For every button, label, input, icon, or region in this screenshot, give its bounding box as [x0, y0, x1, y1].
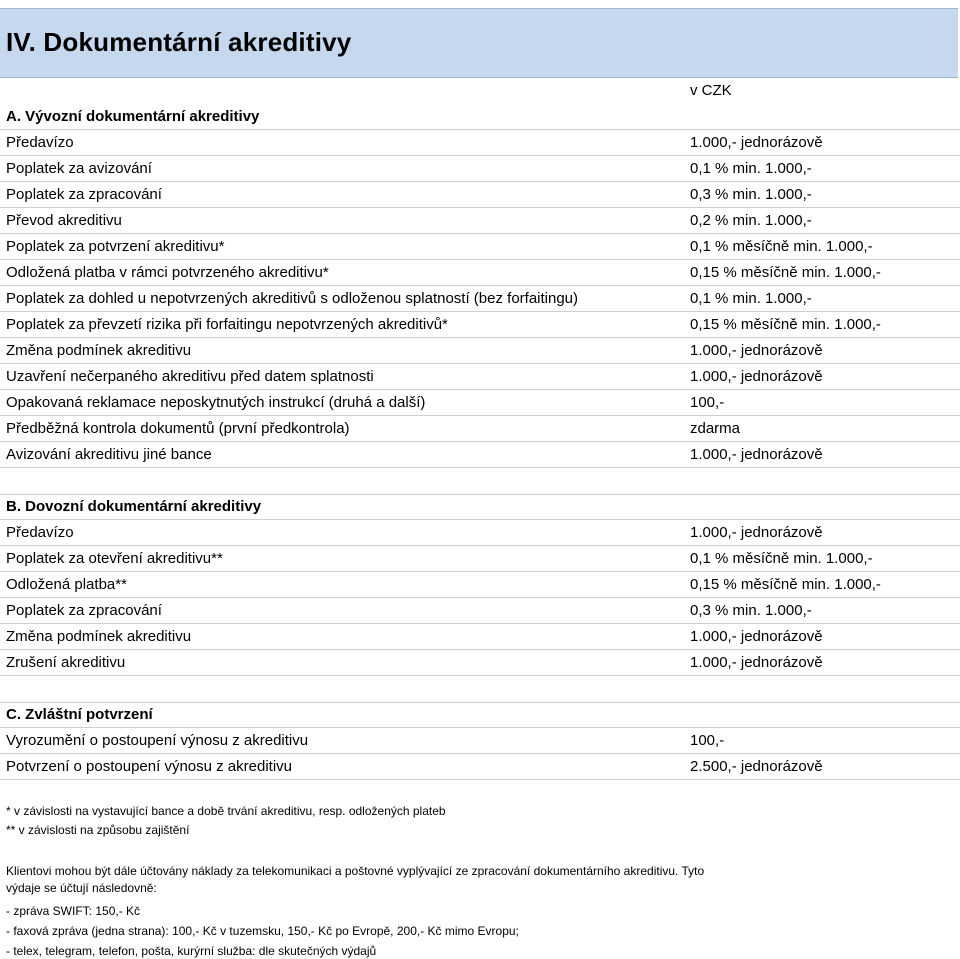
fee-label: Předavízo: [6, 134, 74, 151]
fee-label: Poplatek za potvrzení akreditivu*: [6, 238, 225, 255]
fee-value: 0,1 % měsíčně min. 1.000,-: [690, 550, 873, 567]
fee-value: 0,3 % min. 1.000,-: [690, 602, 812, 619]
title-bar: [0, 8, 958, 78]
expense-item: - faxová zpráva (jedna strana): 100,- Kč v tuzemsku, 150,- Kč po Evropě, 200,- Kč mimo Evropu;: [6, 924, 519, 938]
fee-label: Poplatek za avizování: [6, 160, 152, 177]
fee-value: 0,15 % měsíčně min. 1.000,-: [690, 576, 881, 593]
fee-label: Avizování akreditivu jiné bance: [6, 446, 212, 463]
fee-label: Odložená platba v rámci potvrzeného akreditivu*: [6, 264, 329, 281]
fee-label: Předběžná kontrola dokumentů (první předkontrola): [6, 420, 350, 437]
fee-label: Vyrozumění o postoupení výnosu z akreditivu: [6, 732, 309, 749]
table-row: [0, 572, 960, 598]
fee-value: 0,1 % min. 1.000,-: [690, 160, 812, 177]
section-heading-b: [0, 494, 960, 520]
expense-item: - telex, telegram, telefon, pošta, kurýrní služba: dle skutečných výdajů: [6, 944, 377, 958]
table-row: [0, 208, 960, 234]
fee-value: 1.000,- jednorázově: [690, 628, 823, 645]
footnote: ** v závislosti na způsobu zajištění: [6, 823, 190, 837]
table-row: [0, 416, 960, 442]
section-heading-a: [0, 104, 960, 130]
fee-value: 0,1 % měsíčně min. 1.000,-: [690, 238, 873, 255]
fee-label: Potvrzení o postoupení výnosu z akreditivu: [6, 758, 292, 775]
fee-value: 0,15 % měsíčně min. 1.000,-: [690, 316, 881, 333]
fee-value: 1.000,- jednorázově: [690, 446, 823, 463]
table-row: [0, 520, 960, 546]
table-row: [0, 156, 960, 182]
fee-label: Poplatek za zpracování: [6, 186, 162, 203]
fee-value: 0,3 % min. 1.000,-: [690, 186, 812, 203]
fee-label: Změna podmínek akreditivu: [6, 342, 192, 359]
fee-value: 0,15 % měsíčně min. 1.000,-: [690, 264, 881, 281]
section-heading-label: B. Dovozní dokumentární akreditivy: [6, 498, 262, 515]
fee-label: Poplatek za zpracování: [6, 602, 162, 619]
table-row: [0, 650, 960, 676]
currency-label: v CZK: [690, 82, 732, 99]
table-row: [0, 260, 960, 286]
fee-label: Změna podmínek akreditivu: [6, 628, 192, 645]
fee-label: Opakovaná reklamace neposkytnutých instrukcí (druhá a další): [6, 394, 426, 411]
section-heading-c: [0, 702, 960, 728]
fee-label: Zrušení akreditivu: [6, 654, 126, 671]
table-row: [0, 312, 960, 338]
table-row: [0, 624, 960, 650]
table-row: [0, 728, 960, 754]
table-row: [0, 754, 960, 780]
table-row: [0, 546, 960, 572]
fee-value: 1.000,- jednorázově: [690, 342, 823, 359]
fee-value: 1.000,- jednorázově: [690, 368, 823, 385]
expenses-note: Klientovi mohou být dále účtovány náklady za telekomunikaci a poštovné vyplývající ze zpracování dokumentárního akreditivu. Tyto výdaje se účtují následovně:: [6, 864, 705, 895]
fee-label: Předavízo: [6, 524, 74, 541]
fee-value: 0,1 % min. 1.000,-: [690, 290, 812, 307]
table-row: [0, 130, 960, 156]
fee-value: zdarma: [690, 420, 741, 437]
table-row: [0, 390, 960, 416]
expense-item: - zpráva SWIFT: 150,- Kč: [6, 904, 141, 918]
section-heading-label: A. Vývozní dokumentární akreditivy: [6, 108, 260, 125]
fee-value: 1.000,- jednorázově: [690, 524, 823, 541]
table-row: [0, 234, 960, 260]
fee-value: 1.000,- jednorázově: [690, 134, 823, 151]
table-row: [0, 182, 960, 208]
fee-label: Poplatek za dohled u nepotvrzených akreditivů s odloženou splatností (bez forfaitingu): [6, 290, 579, 307]
fee-value: 100,-: [690, 394, 725, 411]
section-spacer: [0, 676, 960, 703]
footnote: * v závislosti na vystavující bance a době trvání akreditivu, resp. odložených plateb: [6, 804, 446, 818]
fee-value: 1.000,- jednorázově: [690, 654, 823, 671]
fee-value: 0,2 % min. 1.000,-: [690, 212, 812, 229]
table-row: [0, 442, 960, 468]
fee-value: 100,-: [690, 732, 725, 749]
table-row: [0, 286, 960, 312]
table-row: [0, 338, 960, 364]
fee-label: Odložená platba**: [6, 576, 127, 593]
section-spacer: [0, 468, 960, 495]
table-row: [0, 598, 960, 624]
fee-label: Uzavření nečerpaného akreditivu před datem splatnosti: [6, 368, 374, 385]
table-row: [0, 364, 960, 390]
fee-value: 2.500,- jednorázově: [690, 758, 823, 775]
page-title: IV. Dokumentární akreditivy: [6, 27, 352, 57]
fee-label: Poplatek za otevření akreditivu**: [6, 550, 223, 567]
fee-label: Převod akreditivu: [6, 212, 122, 229]
fee-label: Poplatek za převzetí rizika při forfaitingu nepotvrzených akreditivů*: [6, 316, 448, 333]
section-heading-label: C. Zvláštní potvrzení: [6, 706, 153, 723]
